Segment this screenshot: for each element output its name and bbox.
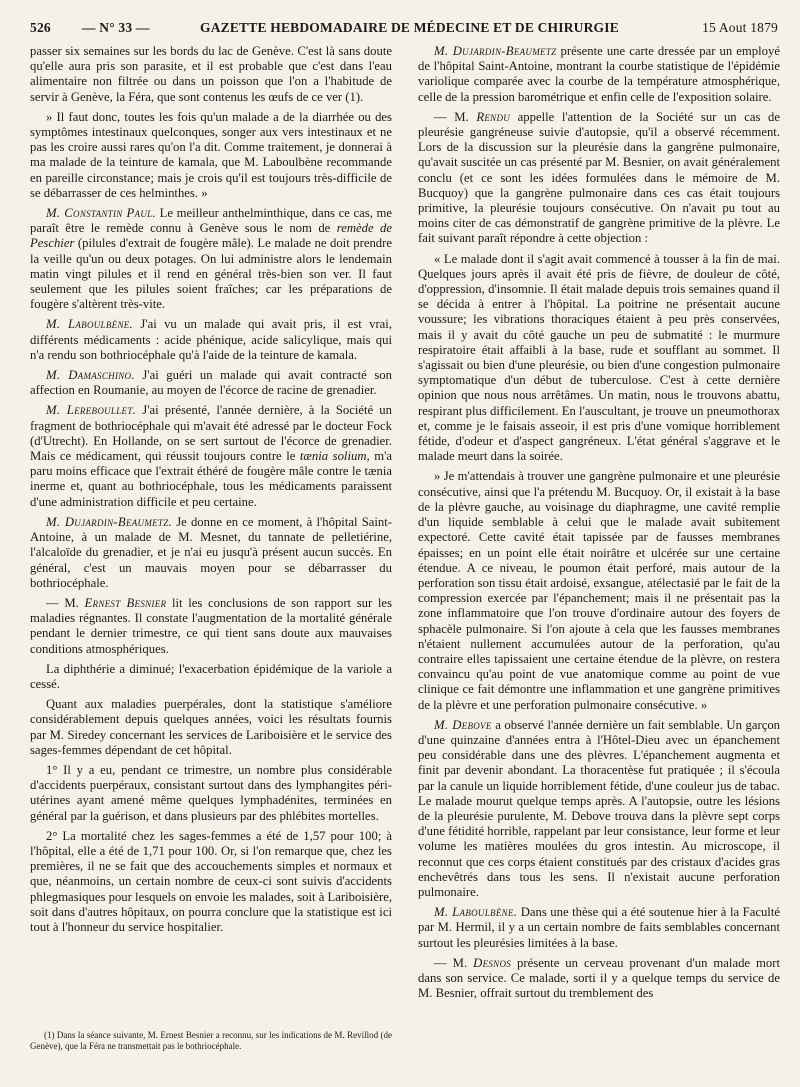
speaker-name: M. Laboulbène. bbox=[434, 905, 518, 920]
footnote bbox=[30, 1030, 392, 1052]
paragraph-text: Dans une thèse qui a été soutenue hier à la Faculté par M. Hermil, il y a un certain nombre de faits semblables concernant surtout les pleurésies limitées à la base. bbox=[418, 905, 780, 950]
speaker-name: M. Constantin Paul. bbox=[46, 206, 156, 221]
left-column bbox=[30, 44, 392, 1074]
dash-prefix: — M. bbox=[434, 955, 474, 970]
paragraph bbox=[30, 403, 392, 509]
issue-date: 15 Aout 1879 bbox=[702, 20, 778, 35]
paragraph-text: J'ai guéri un malade qui avait contracté son affection en Roumanie, au moyen de l'écorce de racine de grenadier. bbox=[30, 368, 392, 398]
paragraph bbox=[418, 718, 780, 900]
issue-number: — N° 33 — bbox=[82, 20, 150, 35]
paragraph-text: appelle l'attention de la Société sur un cas de pleurésie gangréneuse suivie d'autopsie, qu'il a observé récemment. Lors de la discussion sur la pleurésie dans la gangrène pulmonaire, qu'avait suscitée un cas présenté par M. Besnier, on avait généralement conclu (et ce sont les idées formulées dans le mémoire de M. Bucquoy) que la gangrène pulmonaire dans ces cas était toujours primitive, la pleurésie toujours consécutive. On n'avait pu tout au moins citer de cas démonstratif de gangrène primitive de la plèvre. Le fait suivant paraît répondre à cette objection : bbox=[418, 109, 780, 246]
paragraph-text: (pilules d'extrait de fougère mâle). Le malade ne doit prendre la veille qu'un ou deux potages. On lui administre alors le lendemain matin vingt pilules et il rend en général très-bien son ver. Il faut seulement que les pilules soient fraîches; car les préparations de fougère s'altèrent très-vite. bbox=[30, 236, 392, 312]
paragraph: 1° Il y a eu, pendant ce trimestre, un nombre plus considérable d'accidents puerpéraux, consistant surtout dans des lymphangites péri-utérines ayant amené même quelques lymphadénites, terminées en général par la guérison, et dans plusieurs par des phlébites mortelles. bbox=[30, 762, 392, 823]
paragraph: Quant aux maladies puerpérales, dont la statistique s'améliore considérablement depuis quelques années, voici les résultats fournis par M. Siredey concernant les services de Lariboisière et le service des sages-femmes dépendant de cet hôpital. bbox=[30, 697, 392, 757]
paragraph: » Il faut donc, toutes les fois qu'un malade a de la diarrhée ou des symptômes intestinaux quelconques, songer aux vers intestinaux et ne pas les croire aussi rares qu'on l'a dit. Comme traitement, je donnerai à ma malade de la teinture de kamala, que M. Laboulbène recommande en pareille circonstance; mais je crois qu'il est toujours très-difficile de se débarrasser de ces helminthes. » bbox=[30, 109, 392, 200]
paragraph bbox=[418, 110, 780, 247]
paragraph bbox=[30, 317, 392, 363]
paragraph: passer six semaines sur les bords du lac de Genève. C'est là sans doute qu'elle aura pris son parasite, et il est probable que c'est dans l'eau alimentaire non filtrée ou dans un poisson que l'on a l'habitude de servir à Genève, la Féra, que sont contenus les œufs de ce ver (1). bbox=[30, 44, 392, 104]
paragraph-text: Le meilleur anthelminthique, dans ce cas, me paraît être le remède connu à Genève sous le nom de bbox=[30, 206, 392, 236]
speaker-name: Ernest Besnier bbox=[84, 595, 167, 610]
paragraph-text: Je donne en ce moment, à l'hôpital Saint-Antoine, à un malade de M. Mesnet, du tannate de pelletiérine, l'alcaloïde du grenadier, et je n'ai eu jusqu'à présent aucun succès. En général, c'est un mauvais moyen pour se débarrasser du bothriocéphale. bbox=[30, 514, 392, 590]
remedy-name: remède de Peschier bbox=[30, 221, 392, 251]
dash-prefix: — M. bbox=[46, 595, 85, 610]
speaker-name: M. Lereboullet. bbox=[46, 403, 137, 418]
speaker-name: M. Laboulbène. bbox=[46, 317, 134, 332]
page-header bbox=[30, 10, 778, 46]
paragraph bbox=[30, 596, 392, 657]
page-number: 526 bbox=[30, 20, 51, 35]
paragraph-text: lit les conclusions de son rapport sur les maladies régnantes. Il constate l'augmentation de la mortalité générale pendant le dernier trimestre, ce qui tient sans doute aux mauvaises conditions atmosphériques. bbox=[30, 595, 392, 656]
paragraph-text: J'ai vu un malade qui avait pris, il est vrai, différents médicaments : acide phénique, acide salicylique, mais qui n'a rendu son bothriocéphale qu'à l'aide de la teinture de kamala. bbox=[30, 317, 392, 362]
paragraph bbox=[30, 515, 392, 591]
paragraph-text: J'ai présenté, l'année dernière, à la Société un fragment de bothriocéphale qui m'avait été adressé par le docteur Fock (d'Utrecht). En Hollande, on se sert surtout de l'écorce de grenadier. Mais ce médicament, qui réussit toujours contre le bbox=[30, 403, 392, 464]
paragraph bbox=[418, 44, 780, 105]
speaker-name: M. Damaschino. bbox=[46, 368, 135, 383]
paragraph: 2° La mortalité chez les sages-femmes a été de 1,57 pour 100; à l'hôpital, elle a été de 1,71 pour 100. Or, si l'on remarque que, chez les premières, il ne se fait que des accouchements simples et normaux et que, néanmoins, un certain nombre de ceux-ci sont suivis d'accidents phlegmasiques pour lesquels on envoie les malades, soit à Lariboisière, soit dans d'autres hôpitaux, on pourra conclure que la statistique est ici tout à l'honneur du service hospitalier. bbox=[30, 828, 392, 934]
paragraph bbox=[30, 206, 392, 312]
paragraph: « Le malade dont il s'agit avait commencé à tousser à la fin de mai. Quelques jours après il avait été pris de fièvre, de douleur de côté, d'oppression, d'insomnie. Il était malade depuis trois semaines quand il se décida à entrer à l'hôpital. La poitrine ne présentait aucune voussure; les vibrations thoraciques étaient à peu près conservées, mais il y avait du côté gauche un peu de submatité : le murmure respiratoire était affaibli à la base, rude et soufflant au sommet. Il s'agissait ou bien d'une pleurésie, ou bien d'une congestion pulmonaire symptomatique d'un début de tuberculose. C'est à cette dernière opinion que nous nous arrêtâmes. Un matin, nous le trouvons abattu, respirant plus difficilement. En l'auscultant, je trouve un pneumothorax et, comme je le faisais asseoir, il est pris d'une vomique horriblement fétide, d'odeur et d'aspect gangréneux. L'état général s'aggrave et le malade meurt dans la soirée. bbox=[418, 251, 780, 464]
taenia-name: tænia solium, bbox=[299, 449, 370, 464]
footnote-text: (1) Dans la séance suivante, M. Ernest Besnier a reconnu, sur les indications de M. Revillod (de Genève), que la Féra ne transmettait pas le bothriocéphale. bbox=[30, 1030, 392, 1051]
paragraph bbox=[30, 368, 392, 398]
paragraph: La diphthérie a diminué; l'exacerbation épidémique de la variole a cessé. bbox=[30, 661, 392, 691]
paragraph-text: présente une carte dressée par un employé de l'hôpital Saint-Antoine, montrant la courbe statistique de l'épidémie variolique comparée avec la courbe de la température atmosphérique, celle de la pression barométrique et enfin celle de l'exposition solaire. bbox=[418, 44, 780, 104]
speaker-name: M. Debove bbox=[434, 717, 492, 732]
speaker-name: M. Dujardin-Beaumetz bbox=[434, 44, 557, 58]
right-column bbox=[418, 44, 780, 1074]
speaker-name: M. Dujardin-Beaumetz. bbox=[46, 514, 173, 529]
paragraph bbox=[418, 905, 780, 951]
dash-prefix: — M. bbox=[434, 109, 477, 124]
journal-title: GAZETTE HEBDOMADAIRE DE MÉDECINE ET DE CHIRURGIE bbox=[200, 20, 619, 35]
speaker-name: Desnos bbox=[473, 955, 512, 970]
paragraph bbox=[418, 956, 780, 1002]
paragraph-text: m'a paru moins efficace que l'extrait éthéré de fougère mâle contre le tænia inerme et, quant au bothriocéphale, tous les médicaments paraissent d'une administration difficile et peu certaine. bbox=[30, 449, 392, 509]
speaker-name: Rendu bbox=[476, 109, 511, 124]
paragraph: » Je m'attendais à trouver une gangrène pulmonaire et une pleurésie consécutive, ainsi que l'a prétendu M. Bucquoy. Or, il existait à la base de la plèvre gauche, au voisinage du diaphragme, une cavité remplie d'un liquide semblable à celui que le malade avait subitement expectoré. Cette cavité était tapissée par de fausses membranes épaisses; en un point elle était noirâtre et ulcérée sur une certaine étendue. A ce niveau, le poumon était perforé, mais autour de la perforation son tissu était ardoisé, exsangue, atélectasié par le fait de la compression exercée par l'épanchement; mais il ne présentait pas la zone inflammatoire que l'on trouve d'ordinaire autour des foyers de sphacèle pulmonaire. Si l'on ajoute à cela que les fausses membranes n'étaient nullement accumulées autour de la perforation, qu'au contraire elles tapissaient une certaine étendue de la plèvre, on restera convaincu qu'au point de vue anatomique comme au point de vue clinique ce fait démontre une inflammation et une gangrène primitives de la plèvre et une perforation pulmonaire consécutive. » bbox=[418, 469, 780, 712]
paragraph-text: présente un cerveau provenant d'un malade mort dans son service. Ce malade, sorti il y a quelque temps du service de M. Besnier, offrait surtout du tremblement des bbox=[418, 955, 780, 1001]
paragraph-text: a observé l'année dernière un fait semblable. Un garçon d'une quinzaine d'années entra à l'Hôtel-Dieu avec un épanchement peu considérable dans une des plèvres. L'épanchement augmenta et finit par devenir abondant. La thoracentèse fut pratiquée ; il s'écoula par la canule un liquide horriblement fétide, d'une couleur jus de tabac. Le malade mourut quelque temps après. A l'autopsie, outre les lésions de la pleurésie purulente, M. Debove trouva dans la plèvre sept corps d'une fétidité horrible, rappelant par leur consistance, leur forme et leur volume les matières moulées du gros intestin. Au microscope, il reconnut que ces corps étaient constitués par des cristaux d'acides gras enchevêtrés dans tous les sens. Il n'existait aucune perforation pulmonaire. bbox=[418, 717, 780, 899]
